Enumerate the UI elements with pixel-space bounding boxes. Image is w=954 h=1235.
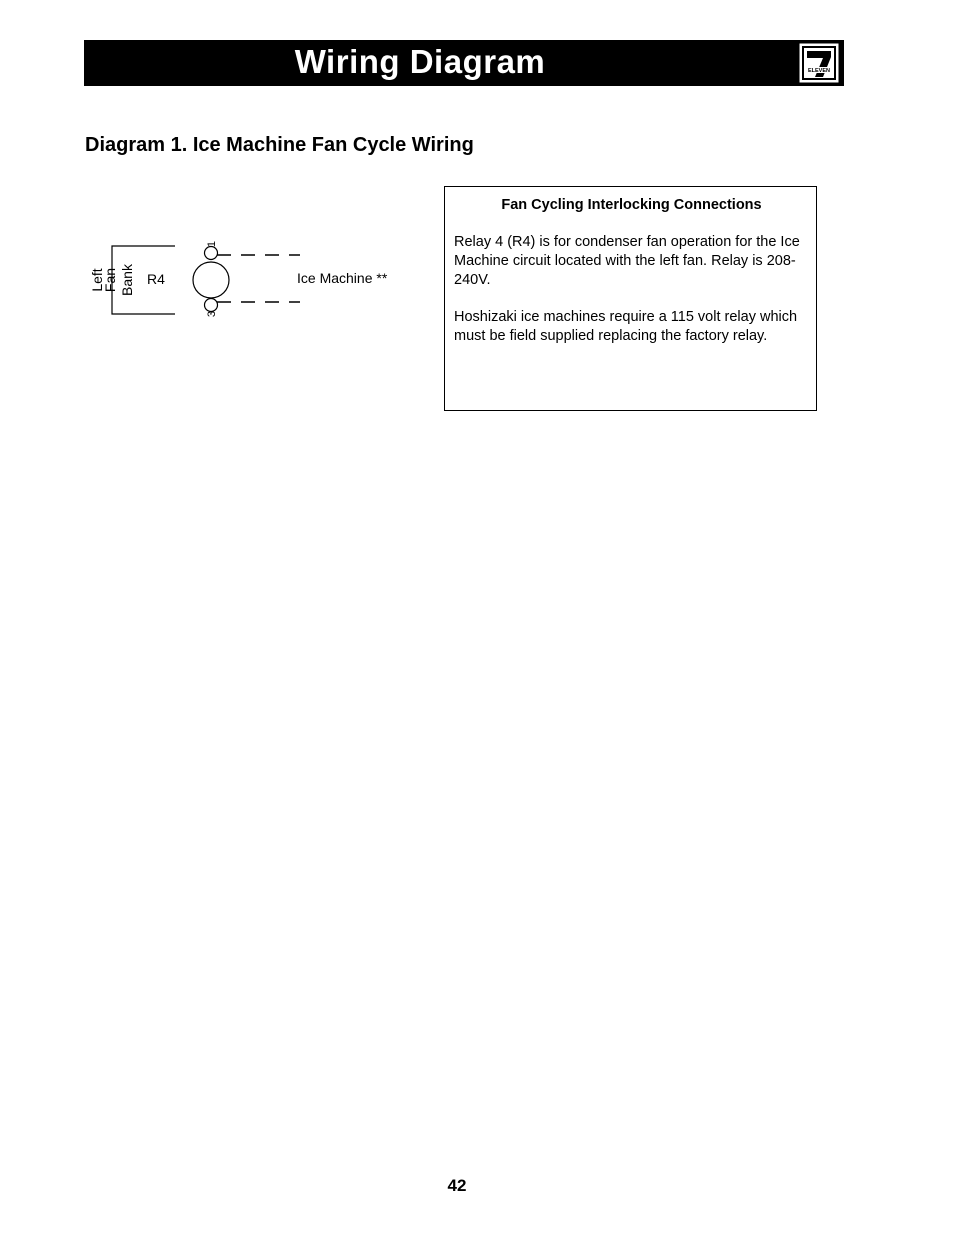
page-number: 42 xyxy=(447,1176,467,1195)
seven-eleven-logo xyxy=(799,43,839,83)
wiring-diagram xyxy=(84,230,414,330)
fan-bank-label-bank: Bank xyxy=(119,264,135,296)
header-bar xyxy=(84,40,844,86)
info-paragraph-hoshizaki: Hoshizaki ice machines require a 115 volt relay which must be field supplied replacing the factory relay. xyxy=(454,309,798,344)
info-box-title: Fan Cycling Interlocking Connections xyxy=(501,197,762,213)
fan-bank-label-fan: Fan xyxy=(102,267,118,293)
diagram-heading: Diagram 1. Ice Machine Fan Cycle Wiring xyxy=(85,134,474,156)
terminal-1 xyxy=(205,247,218,260)
info-paragraph-relay: Relay 4 (R4) is for condenser fan operation for the Ice Machine circuit located with the left fan. Relay is 208-240V. xyxy=(454,234,800,288)
relay-label: R4 xyxy=(147,271,165,287)
logo-text: ELEVEN xyxy=(807,68,831,74)
terminal-1-label: 1 xyxy=(206,240,218,248)
relay-coil xyxy=(193,262,229,298)
fan-bank-label-left: Left xyxy=(89,268,105,292)
page-title: Wiring Diagram xyxy=(294,43,546,80)
terminal-3 xyxy=(205,299,218,312)
ice-machine-label: Ice Machine ** xyxy=(297,270,388,286)
terminal-3-label: 3 xyxy=(206,310,218,318)
info-box xyxy=(444,186,817,411)
